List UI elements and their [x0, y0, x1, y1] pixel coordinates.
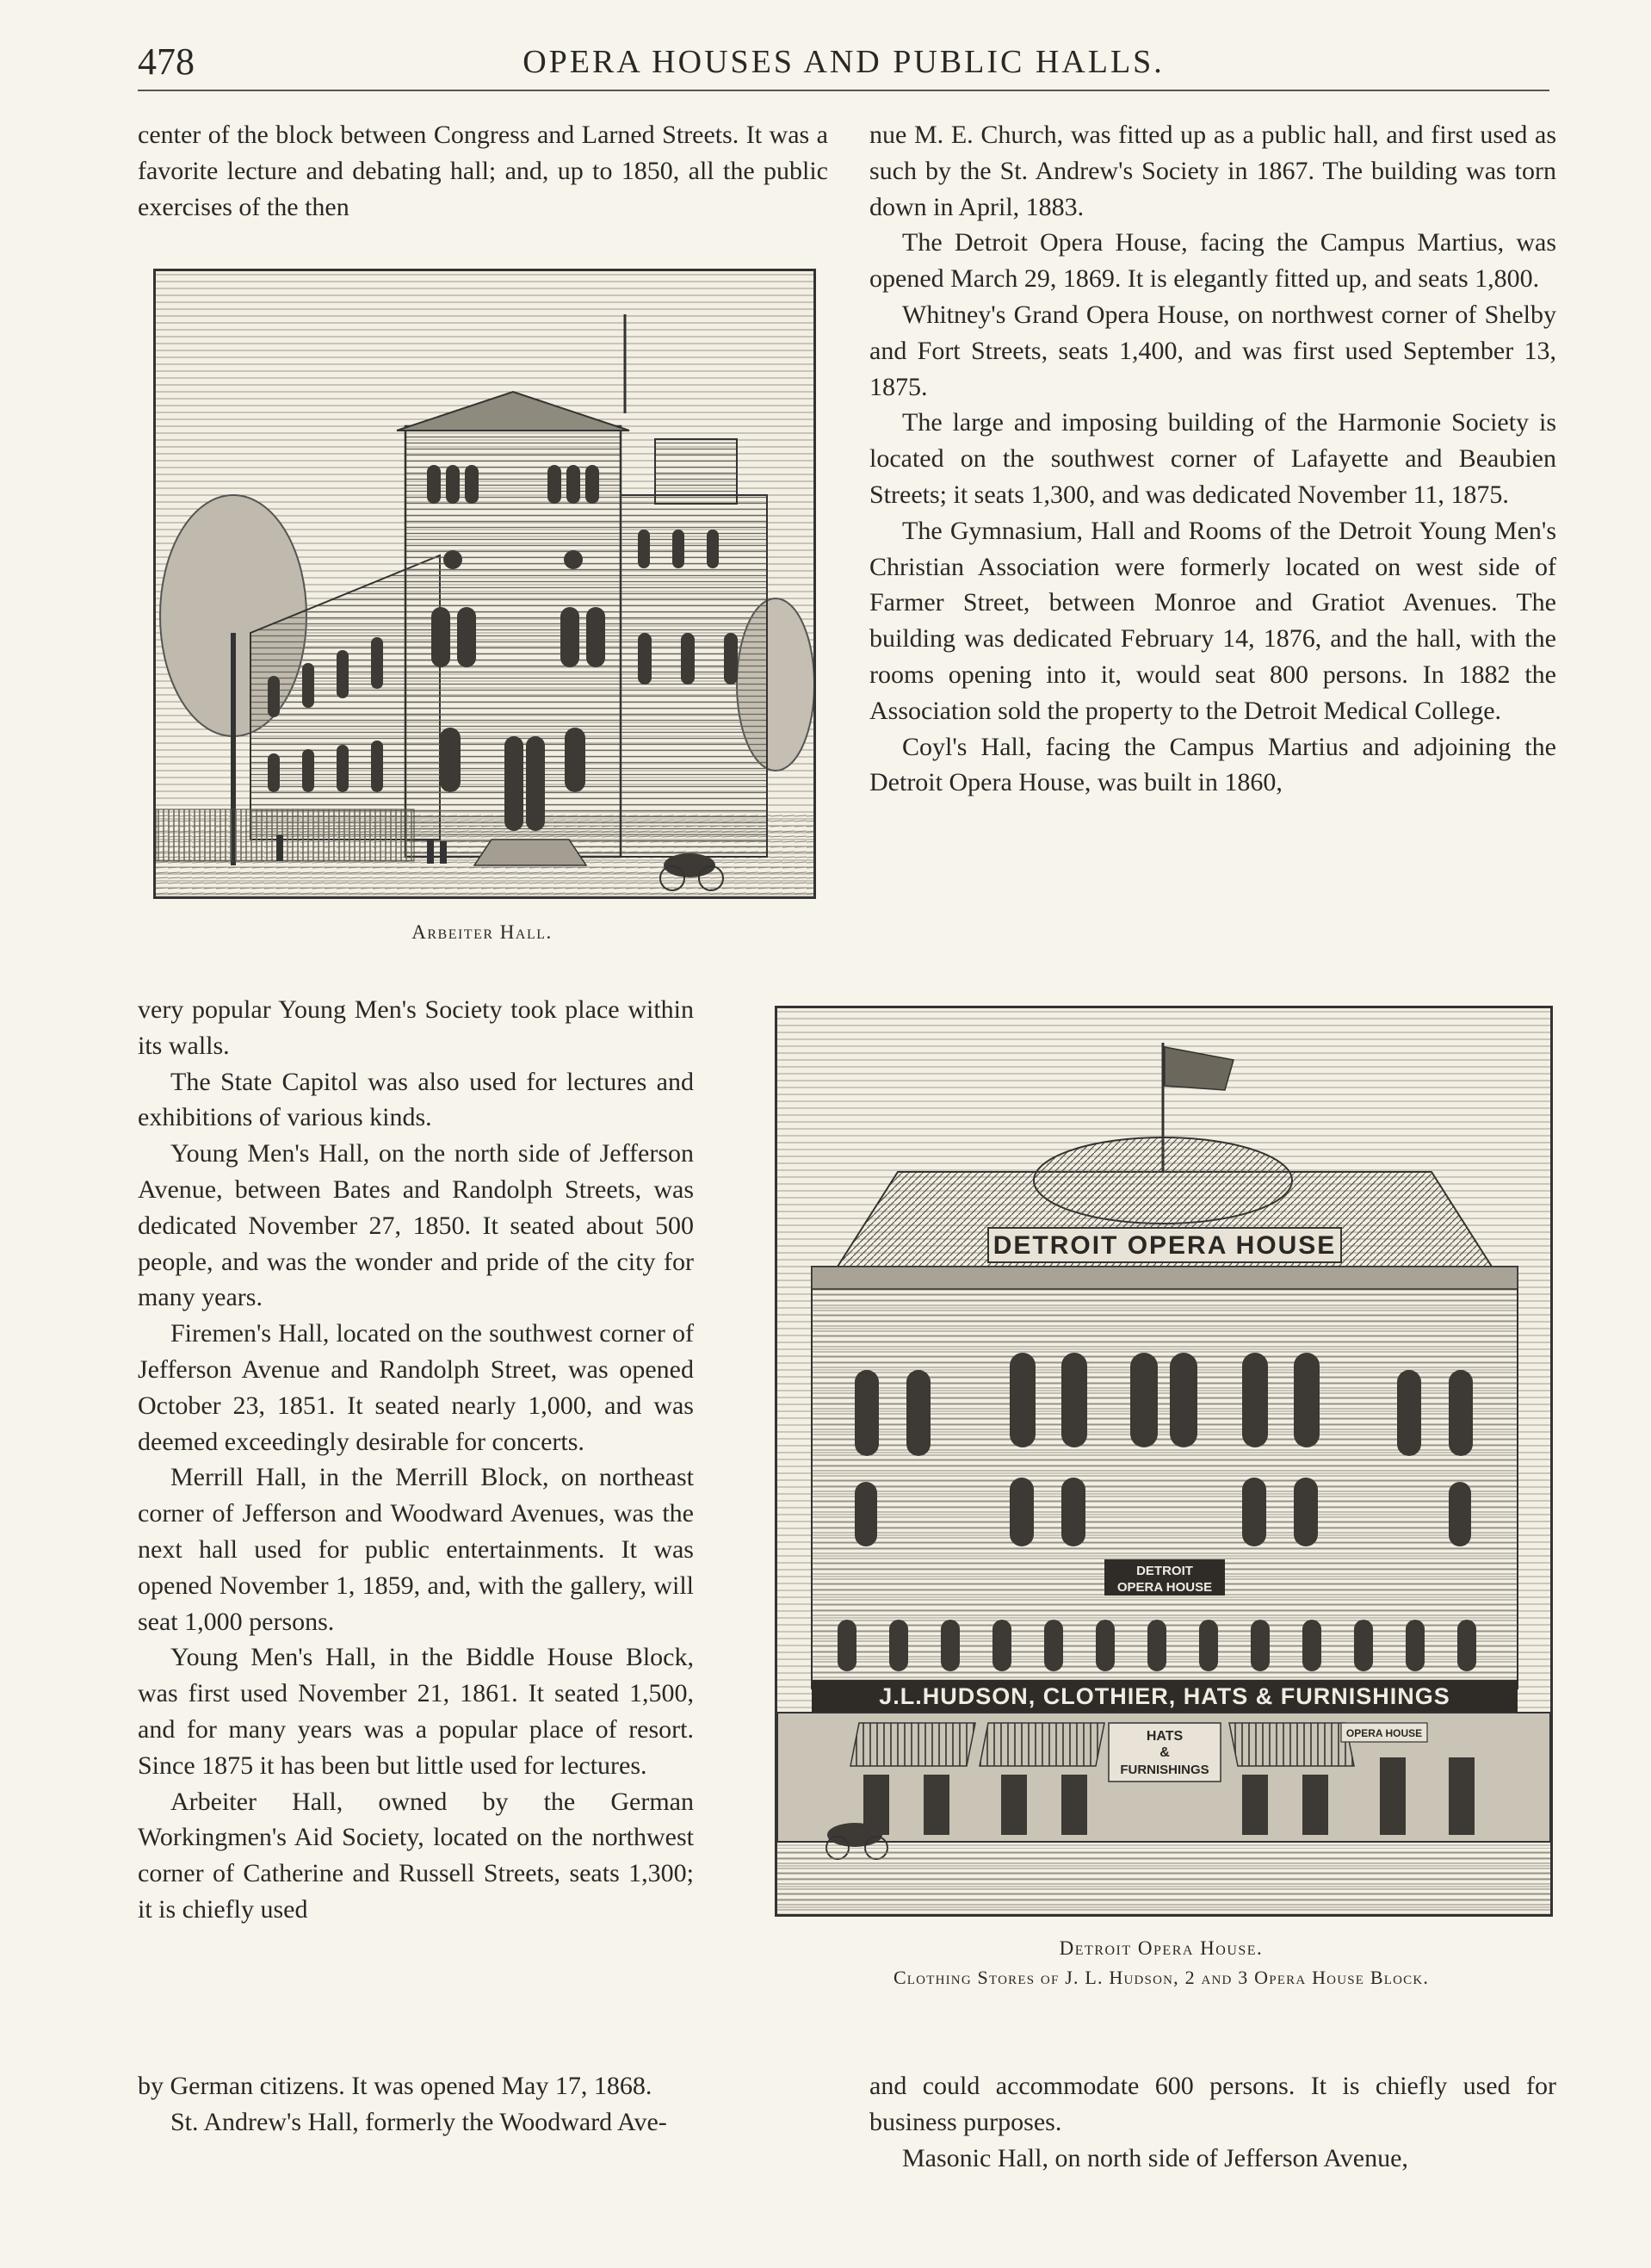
figure-arbeiter-hall-caption: Arbeiter Hall.	[411, 921, 553, 943]
paragraph: The Gymnasium, Hall and Rooms of the Detroit Young Men's Christian Association were formerly located on west side of Farmer Street, between Monroe and Gratiot Avenues. The building was dedicated February 14, 1876, and the hall, with the rooms opening into it, would seat 800 persons. In 1882 the Association sold the property to the Detroit Medical College.	[869, 516, 1556, 725]
column-right-bottom	[869, 2068, 1556, 2176]
paragraph: The large and imposing building of the Harmonie Society is located on the southwest corner of Lafayette and Beaubien Streets; it seats 1,300, and was dedicated November 11, 1875.	[869, 408, 1556, 509]
figure-arbeiter-hall	[153, 269, 816, 899]
paragraph: Young Men's Hall, on the north side of Jefferson Avenue, between Bates and Randolph Streets, was dedicated November 27, 1850. It seated about 500 people, and was the wonder and pride of the city for many years.	[138, 1139, 694, 1312]
column-right-top	[869, 117, 1556, 801]
sign-detroit: DETROIT	[1136, 1564, 1193, 1578]
running-title: OPERA HOUSES AND PUBLIC HALLS.	[523, 44, 1165, 80]
figure-detroit-opera-house	[775, 1006, 1553, 1917]
paragraph: center of the block between Congress and Larned Streets. It was a favorite lecture and debating hall; and, up to 1850, all the public exercises of the then	[138, 121, 828, 221]
sign-side-opera-house: OPERA HOUSE	[1345, 1727, 1423, 1739]
paragraph: Whitney's Grand Opera House, on northwest corner of Shelby and Fort Streets, seats 1,400, and was first used September 13, 1875.	[869, 300, 1556, 401]
paragraph: St. Andrew's Hall, formerly the Woodward Ave-	[170, 2107, 667, 2136]
sign-jl-hudson: J.L.HUDSON, CLOTHIER, HATS & FURNISHINGS	[879, 1683, 1450, 1709]
header-rule	[138, 90, 1549, 91]
paragraph: very popular Young Men's Society took place within its walls.	[138, 995, 694, 1060]
sign-ampersand: &	[1159, 1745, 1170, 1760]
figure-opera-house-caption-line1: Detroit Opera House.	[1059, 1937, 1264, 1959]
sign-opera-house: OPERA HOUSE	[1116, 1580, 1213, 1595]
paragraph: The Detroit Opera House, facing the Campus Martius, was opened March 29, 1869. It is elegantly fitted up, and seats 1,800.	[869, 228, 1556, 294]
running-header	[138, 40, 1549, 91]
paragraph: The State Capitol was also used for lectures and exhibitions of various kinds.	[138, 1067, 694, 1132]
paragraph: Firemen's Hall, located on the southwest corner of Jefferson Avenue and Randolph Street, was opened October 23, 1851. It seated nearly 1,000, and was deemed exceedingly desirable for concerts.	[138, 1319, 694, 1456]
paragraph: Masonic Hall, on north side of Jefferson Avenue,	[902, 2143, 1408, 2172]
paragraph: Arbeiter Hall, owned by the German Workingmen's Aid Society, located on the northwest corner of Catherine and Russell Streets, seats 1,300; it is chiefly used	[138, 1787, 694, 1924]
figure-opera-house-caption-line2: Clothing Stores of J. L. Hudson, 2 and 3 Opera House Block.	[893, 1967, 1430, 1988]
paragraph: nue M. E. Church, was fitted up as a public hall, and first used as such by the St. Andrew's Society in 1867. The building was torn down in April, 1883.	[869, 121, 1556, 221]
column-left-middle	[138, 992, 694, 1928]
column-left-bottom	[138, 2068, 828, 2141]
paragraph: Coyl's Hall, facing the Campus Martius and adjoining the Detroit Opera House, was built in 1860,	[869, 732, 1556, 797]
paragraph: Young Men's Hall, in the Biddle House Block, was first used November 21, 1861. It seated 1,500, and for many years was a popular place of resort. Since 1875 it has been but little used for lectures.	[138, 1643, 694, 1780]
sign-hats: HATS	[1146, 1729, 1184, 1744]
paragraph: and could accommodate 600 persons. It is chiefly used for business purposes.	[869, 2072, 1556, 2136]
column-left-top	[138, 117, 828, 225]
sign-detroit-opera-house: DETROIT OPERA HOUSE	[992, 1231, 1337, 1260]
paragraph: Merrill Hall, in the Merrill Block, on northeast corner of Jefferson and Woodward Avenues, was the next hall used for public entertainments. It was opened November 1, 1859, and, with the gallery, will seat 1,000 persons.	[138, 1463, 694, 1636]
opera-house-engraving	[777, 1008, 1550, 1914]
sign-furnishings: FURNISHINGS	[1120, 1763, 1209, 1777]
page-number: 478	[138, 40, 195, 83]
arbeiter-hall-engraving	[156, 271, 813, 896]
paragraph: by German citizens. It was opened May 17, 1868.	[138, 2072, 652, 2100]
